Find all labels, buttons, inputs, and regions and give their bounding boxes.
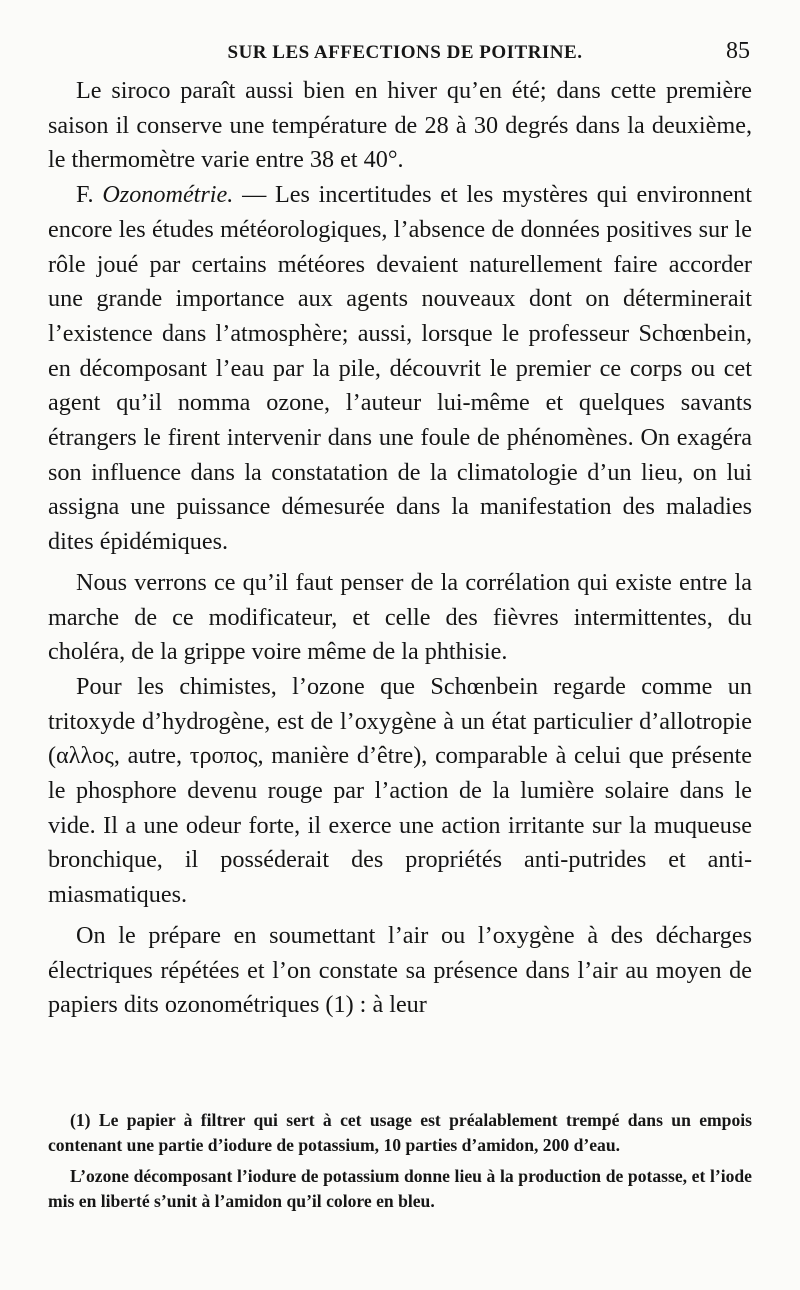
- paragraph-ozonometrie-text: — Les incertitudes et les mystères qui environnent encore les études météorologiques, l’absence de données positives sur le rôle joué par certains météores devaient naturellement faire accorder une grande importance aux agents nouveaux dont on déterminerait l’existence dans l’atmosphère; aussi, lorsque le professeur Schœnbein, en décomposant l’eau par la pile, découvrit le premier ce corps ou cet agent qu’il nomma ozone, l’auteur lui-même et quelques savants étrangers le firent intervenir dans une foule de phénomènes. On exagéra son influence dans la constatation de la climatologie d’un lieu, on lui assigna une puissance démesurée dans la manifestation des maladies dites épidémiques.: [48, 181, 752, 556]
- page-header: [60, 38, 750, 72]
- paragraph-ozonometrie: [48, 178, 752, 560]
- paragraph-chimistes: Pour les chimistes, l’ozone que Schœnbein regarde comme un tritoxyde d’hydrogène, est de l’oxygène à un état particulier d’allotropie (αλλος, autre, τροπος, manière d’être), comparable à celui que présente le phosphore devenu rouge par l’action de la lumière solaire dans le vide. Il a une odeur forte, il exerce une action irritante sur la muqueuse bronchique, il posséderait des propriétés anti-putrides et anti-miasmatiques.: [48, 672, 752, 909]
- footnote-1: (1) Le papier à filtrer qui sert à cet usage est préalablement trempé dans un empois contenant une partie d’iodure de potassium, 10 parties d’amidon, 200 d’eau.: [48, 1110, 752, 1155]
- paragraph-preparation: On le prépare en soumettant l’air ou l’oxygène à des décharges électriques répétées et l’on constate sa présence dans l’air au moyen de papiers dits ozonométriques (1) : à leur: [48, 921, 752, 1019]
- body-text: [48, 74, 752, 1023]
- section-title: Ozonométrie.: [102, 181, 234, 209]
- paragraph-correlation: Nous verrons ce qu’il faut penser de la corrélation qui existe entre la marche de ce modificateur, et celle des fièvres intermittentes, du choléra, de la grippe voire même de la phthisie.: [48, 568, 752, 666]
- section-marker: F.: [76, 181, 94, 209]
- footnote-2: L’ozone décomposant l’iodure de potassium donne lieu à la production de potasse, et l’iode mis en liberté s’unit à l’amidon qu’il colore en bleu.: [48, 1166, 752, 1211]
- running-head: SUR LES AFFECTIONS DE POITRINE.: [227, 42, 583, 63]
- page-number: 85: [726, 38, 750, 64]
- paragraph-siroco: Le siroco paraît aussi bien en hiver qu’en été; dans cette première saison il conserve une température de 28 à 30 degrés dans la deuxième, le thermomètre varie entre 38 et 40°.: [48, 77, 752, 174]
- footnotes: [48, 1108, 752, 1214]
